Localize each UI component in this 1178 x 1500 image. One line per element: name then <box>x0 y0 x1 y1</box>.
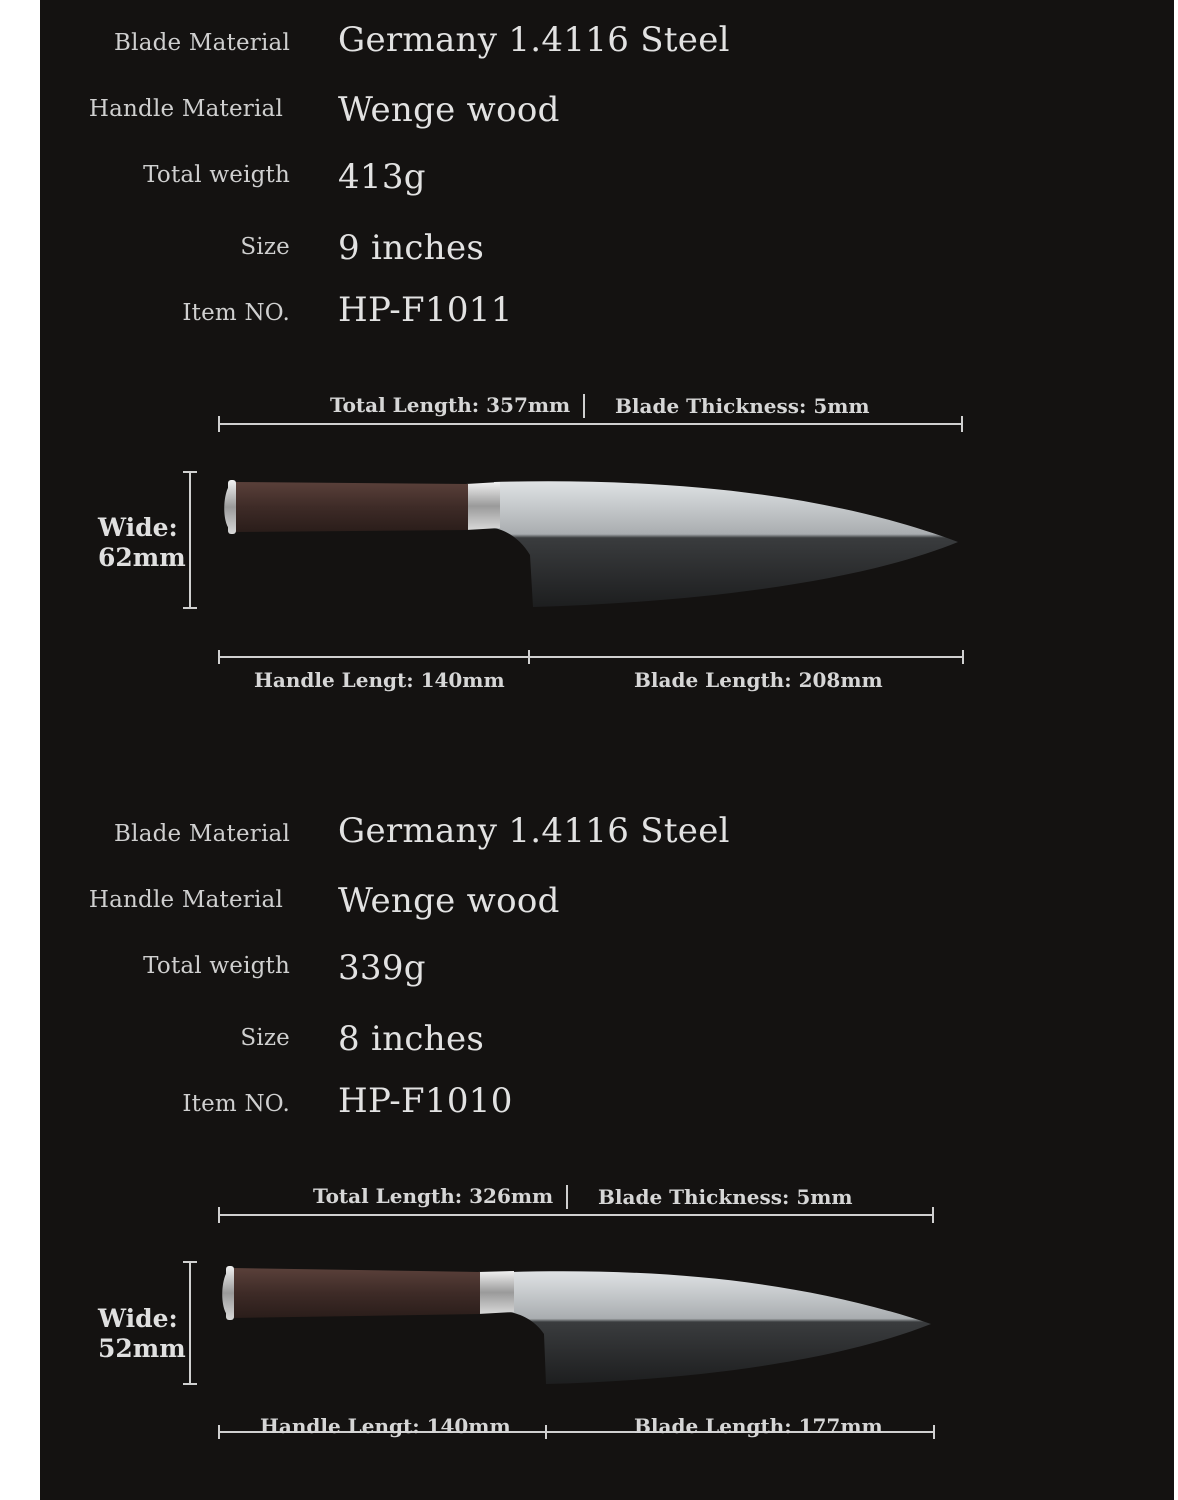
spec-label-blade-material: Blade Material <box>114 30 290 56</box>
spec-value-item-no: HP-F1010 <box>338 1081 513 1121</box>
spec-label-item-no: Item NO. <box>182 300 290 326</box>
spec-value-size: 8 inches <box>338 1019 485 1059</box>
spec-value-handle-material: Wenge wood <box>338 881 560 921</box>
total-length-dimension-line <box>219 1207 933 1223</box>
wide-label: Wide: 62mm <box>98 513 186 572</box>
length-dimension-line <box>219 650 963 664</box>
spec-label-handle-material: Handle Material <box>88 96 283 122</box>
spec-value-handle-material: Wenge wood <box>338 90 560 130</box>
blade-thickness-label: Blade Thickness: 5mm <box>615 394 870 418</box>
knife-blade <box>510 1271 931 1384</box>
spec-value-total-weight: 413g <box>338 157 426 197</box>
total-length-dimension-line <box>219 416 962 432</box>
knife-handle <box>234 482 468 532</box>
handle-length-label: Handle Lengt: 140mm <box>254 668 505 692</box>
wide-label: Wide: 52mm <box>98 1304 186 1363</box>
blade-thickness-label: Blade Thickness: 5mm <box>598 1185 853 1209</box>
blade-length-label: Blade Length: 208mm <box>634 668 883 692</box>
spec-label-size: Size <box>240 234 290 260</box>
knife-blade <box>494 481 958 607</box>
spec-label-size: Size <box>240 1025 290 1051</box>
total-length-label: Total Length: 326mm <box>313 1184 554 1208</box>
spec-label-total-weight: Total weigth <box>143 162 290 188</box>
knife-bolster <box>466 482 500 530</box>
spec-value-item-no: HP-F1011 <box>338 290 513 330</box>
wide-dimension-line <box>183 472 197 608</box>
spec-label-item-no: Item NO. <box>182 1091 290 1117</box>
spec-label-handle-material: Handle Material <box>88 887 283 913</box>
spec-value-blade-material: Germany 1.4116 Steel <box>338 20 730 60</box>
spec-value-size: 9 inches <box>338 228 485 268</box>
knife-handle <box>232 1268 480 1318</box>
knife-diagram-1 <box>0 410 1178 670</box>
handle-length-label: Handle Lengt: 140mm <box>260 1414 511 1438</box>
knife-diagram-2 <box>0 1200 1178 1450</box>
spec-value-blade-material: Germany 1.4116 Steel <box>338 811 730 851</box>
spec-value-total-weight: 339g <box>338 948 426 988</box>
spec-label-blade-material: Blade Material <box>114 821 290 847</box>
knife-bolster <box>478 1271 514 1314</box>
total-length-label: Total Length: 357mm <box>330 393 571 417</box>
wide-dimension-line <box>183 1262 197 1384</box>
blade-length-label: Blade Length: 177mm <box>634 1414 883 1438</box>
spec-label-total-weight: Total weigth <box>143 953 290 979</box>
